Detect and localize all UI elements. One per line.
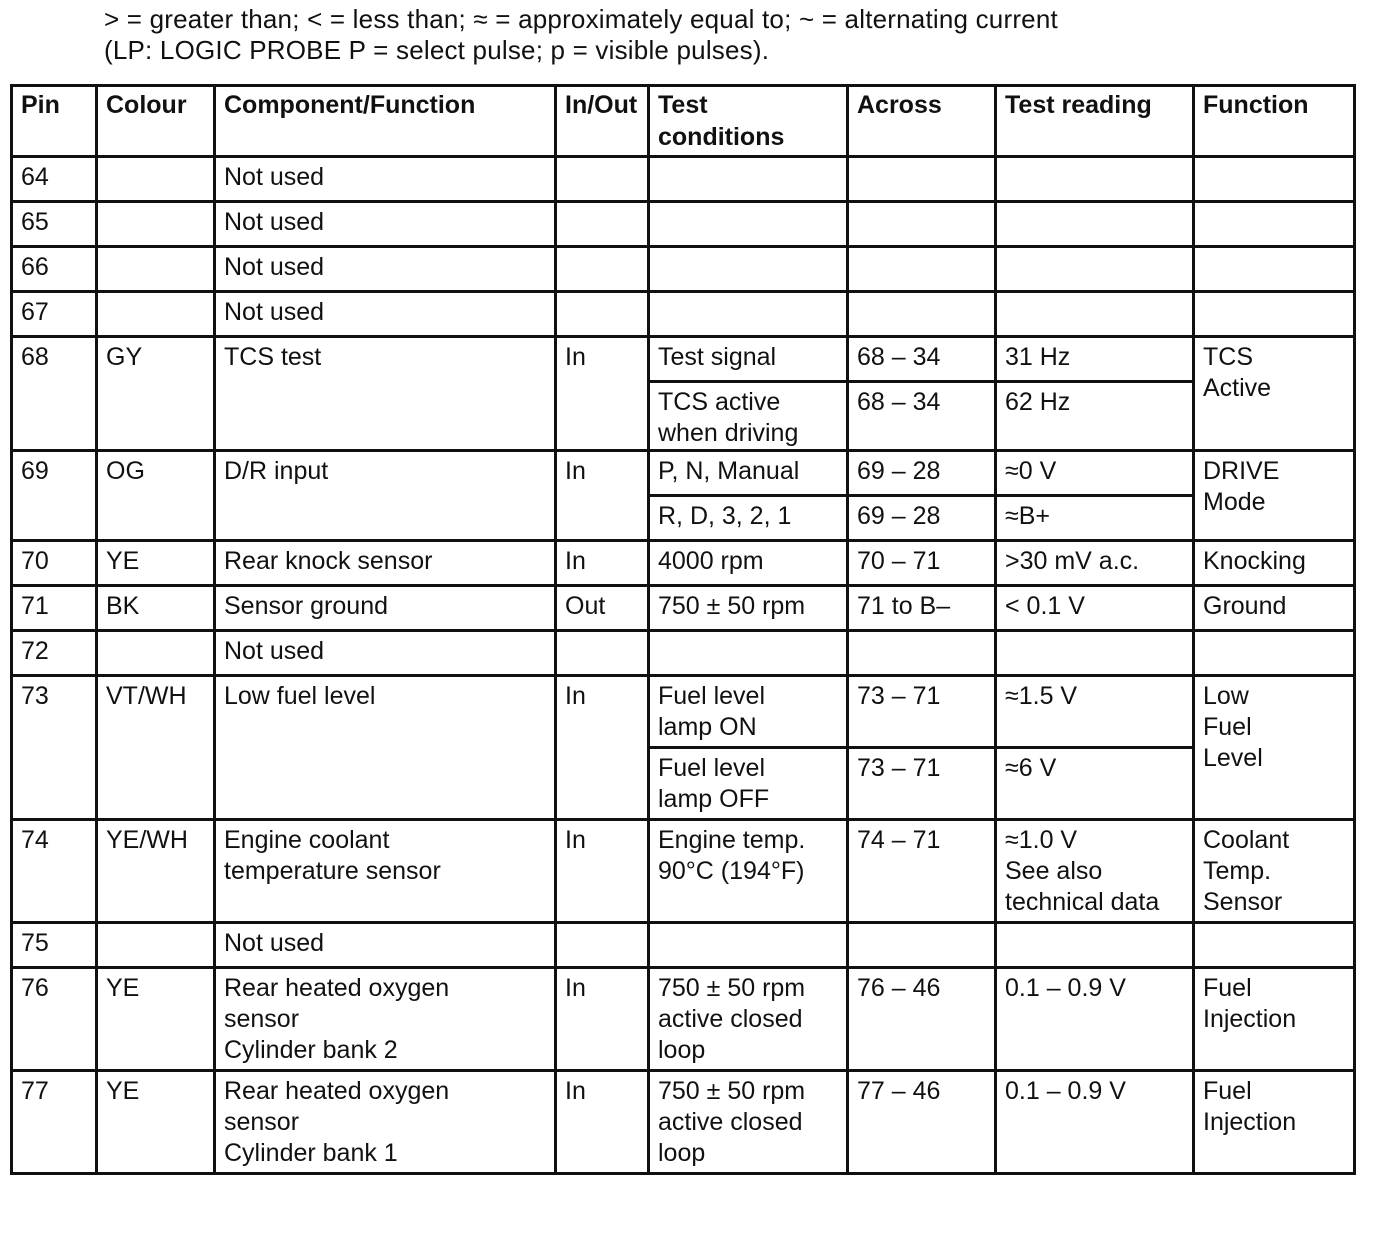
colour-cell: YE/WH [97, 820, 215, 923]
across-cell: 68 – 34 [848, 382, 996, 451]
inout-cell: In [556, 676, 649, 820]
pin-cell: 76 [12, 968, 97, 1071]
test-reading-cell: < 0.1 V [996, 586, 1194, 631]
inout-cell: Out [556, 586, 649, 631]
function-cell [1194, 292, 1355, 337]
header-function: Function [1194, 86, 1355, 157]
function-cell: Knocking [1194, 541, 1355, 586]
test-reading-cell: 0.1 – 0.9 V [996, 968, 1194, 1071]
colour-cell: GY [97, 337, 215, 451]
pin-cell: 71 [12, 586, 97, 631]
pin-cell: 68 [12, 337, 97, 451]
pin-cell: 74 [12, 820, 97, 923]
pin-cell: 66 [12, 247, 97, 292]
test-reading-cell [996, 292, 1194, 337]
test-reading-cell: ≈1.5 V [996, 676, 1194, 748]
colour-cell: OG [97, 451, 215, 541]
pin-cell: 69 [12, 451, 97, 541]
colour-cell [97, 631, 215, 676]
table-row [12, 202, 1355, 247]
colour-cell [97, 292, 215, 337]
pin-table [10, 84, 1356, 1175]
inout-cell [556, 157, 649, 202]
function-cell: Ground [1194, 586, 1355, 631]
table-row [12, 676, 1355, 748]
component-cell: D/R input [215, 451, 556, 541]
test-reading-cell: 62 Hz [996, 382, 1194, 451]
function-cell [1194, 631, 1355, 676]
test-conditions-cell [649, 292, 848, 337]
colour-cell [97, 923, 215, 968]
test-conditions-cell: 4000 rpm [649, 541, 848, 586]
test-reading-cell: ≈6 V [996, 748, 1194, 820]
test-conditions-cell: TCS active when driving [649, 382, 848, 451]
test-reading-cell: ≈1.0 V See also technical data [996, 820, 1194, 923]
component-cell: Not used [215, 631, 556, 676]
inout-cell [556, 292, 649, 337]
header-test-reading: Test reading [996, 86, 1194, 157]
test-reading-cell: 0.1 – 0.9 V [996, 1071, 1194, 1174]
component-cell: Engine coolant temperature sensor [215, 820, 556, 923]
across-cell [848, 923, 996, 968]
inout-cell [556, 923, 649, 968]
component-cell: Low fuel level [215, 676, 556, 820]
test-conditions-cell [649, 247, 848, 292]
component-cell: Not used [215, 923, 556, 968]
component-cell: Not used [215, 292, 556, 337]
table-row [12, 631, 1355, 676]
table-row [12, 968, 1355, 1071]
across-cell: 68 – 34 [848, 337, 996, 382]
test-conditions-cell: 750 ± 50 rpm active closed loop [649, 1071, 848, 1174]
header-test-conditions: Test conditions [649, 86, 848, 157]
pin-cell: 77 [12, 1071, 97, 1174]
colour-cell: VT/WH [97, 676, 215, 820]
pin-cell: 75 [12, 923, 97, 968]
colour-cell [97, 247, 215, 292]
inout-cell [556, 247, 649, 292]
across-cell: 76 – 46 [848, 968, 996, 1071]
table-row [12, 337, 1355, 382]
test-conditions-cell [649, 202, 848, 247]
header-inout: In/Out [556, 86, 649, 157]
colour-cell [97, 157, 215, 202]
table-row [12, 292, 1355, 337]
test-conditions-cell: Fuel level lamp ON [649, 676, 848, 748]
pin-cell: 73 [12, 676, 97, 820]
test-reading-cell: ≈B+ [996, 496, 1194, 541]
test-conditions-cell: Test signal [649, 337, 848, 382]
test-reading-cell [996, 923, 1194, 968]
table-row [12, 923, 1355, 968]
test-reading-cell [996, 202, 1194, 247]
component-cell: Rear knock sensor [215, 541, 556, 586]
across-cell [848, 292, 996, 337]
function-cell [1194, 157, 1355, 202]
colour-cell [97, 202, 215, 247]
test-reading-cell: >30 mV a.c. [996, 541, 1194, 586]
inout-cell: In [556, 820, 649, 923]
across-cell: 71 to B– [848, 586, 996, 631]
test-conditions-cell [649, 157, 848, 202]
function-cell [1194, 923, 1355, 968]
test-reading-cell [996, 157, 1194, 202]
across-cell: 73 – 71 [848, 676, 996, 748]
component-cell: Not used [215, 247, 556, 292]
legend-line-2: (LP: LOGIC PROBE P = select pulse; p = visible pulses). [104, 35, 770, 65]
across-cell: 73 – 71 [848, 748, 996, 820]
inout-cell: In [556, 541, 649, 586]
test-conditions-cell: P, N, Manual [649, 451, 848, 496]
inout-cell: In [556, 1071, 649, 1174]
function-cell: Fuel Injection [1194, 968, 1355, 1071]
across-cell [848, 247, 996, 292]
colour-cell: YE [97, 968, 215, 1071]
test-conditions-cell [649, 923, 848, 968]
across-cell: 74 – 71 [848, 820, 996, 923]
header-pin: Pin [12, 86, 97, 157]
pin-cell: 64 [12, 157, 97, 202]
colour-cell: YE [97, 1071, 215, 1174]
legend-line-1: > = greater than; < = less than; ≈ = approximately equal to; ~ = alternating current [104, 4, 1058, 34]
pin-cell: 67 [12, 292, 97, 337]
inout-cell: In [556, 968, 649, 1071]
inout-cell [556, 631, 649, 676]
test-conditions-cell: Fuel level lamp OFF [649, 748, 848, 820]
test-conditions-cell: 750 ± 50 rpm active closed loop [649, 968, 848, 1071]
table-row [12, 820, 1355, 923]
function-cell: Fuel Injection [1194, 1071, 1355, 1174]
table-row [12, 157, 1355, 202]
table-row [12, 247, 1355, 292]
across-cell: 69 – 28 [848, 496, 996, 541]
header-row [12, 86, 1355, 157]
component-cell: TCS test [215, 337, 556, 451]
test-reading-cell [996, 247, 1194, 292]
colour-cell: YE [97, 541, 215, 586]
across-cell [848, 631, 996, 676]
pin-cell: 70 [12, 541, 97, 586]
test-reading-cell: 31 Hz [996, 337, 1194, 382]
test-conditions-cell: R, D, 3, 2, 1 [649, 496, 848, 541]
pin-cell: 65 [12, 202, 97, 247]
across-cell: 70 – 71 [848, 541, 996, 586]
component-cell: Sensor ground [215, 586, 556, 631]
component-cell: Not used [215, 157, 556, 202]
function-cell: Coolant Temp. Sensor [1194, 820, 1355, 923]
function-cell: DRIVE Mode [1194, 451, 1355, 541]
function-cell: Low Fuel Level [1194, 676, 1355, 820]
pin-cell: 72 [12, 631, 97, 676]
test-reading-cell [996, 631, 1194, 676]
function-cell: TCS Active [1194, 337, 1355, 451]
component-cell: Not used [215, 202, 556, 247]
table-row [12, 541, 1355, 586]
across-cell: 77 – 46 [848, 1071, 996, 1174]
component-cell: Rear heated oxygen sensor Cylinder bank 2 [215, 968, 556, 1071]
inout-cell: In [556, 451, 649, 541]
component-cell: Rear heated oxygen sensor Cylinder bank 1 [215, 1071, 556, 1174]
header-across: Across [848, 86, 996, 157]
function-cell [1194, 247, 1355, 292]
test-conditions-cell: Engine temp. 90°C (194°F) [649, 820, 848, 923]
header-component: Component/Function [215, 86, 556, 157]
across-cell [848, 157, 996, 202]
across-cell [848, 202, 996, 247]
table-row [12, 1071, 1355, 1174]
colour-cell: BK [97, 586, 215, 631]
inout-cell: In [556, 337, 649, 451]
table-row [12, 586, 1355, 631]
inout-cell [556, 202, 649, 247]
test-conditions-cell [649, 631, 848, 676]
header-colour: Colour [97, 86, 215, 157]
test-conditions-cell: 750 ± 50 rpm [649, 586, 848, 631]
across-cell: 69 – 28 [848, 451, 996, 496]
legend [104, 4, 1058, 66]
function-cell [1194, 202, 1355, 247]
test-reading-cell: ≈0 V [996, 451, 1194, 496]
table-row [12, 451, 1355, 496]
